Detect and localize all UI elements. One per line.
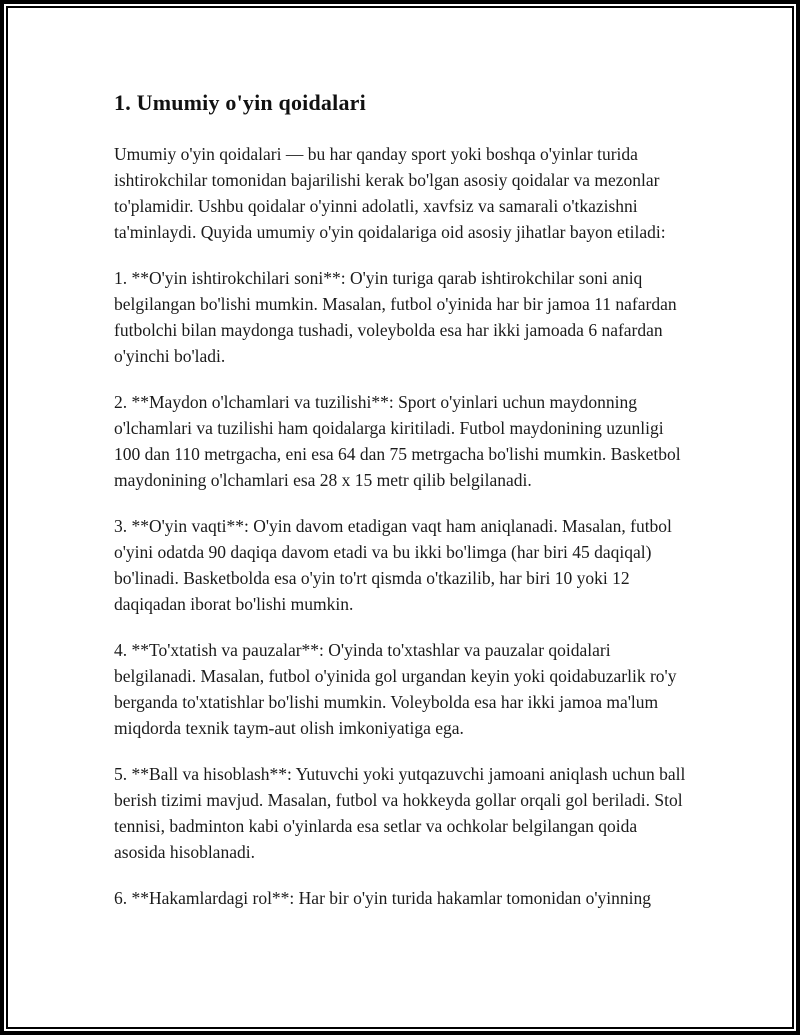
- numbered-paragraph-4: 4. **To'xtatish va pauzalar**: O'yinda to'xtashlar va pauzalar qoidalari belgilanadi. Masalan, futbol o'yinida gol urgandan keyin yoki qoidabuzarlik ro'y berganda to'xtatishlar bo'lishi mumkin. Voleybolda esa har ikki jamoa ma'lum miqdorda texnik taym-aut olish imkoniyatiga ega.: [114, 640, 677, 738]
- document-title: 1. Umumiy o'yin qoidalari: [114, 90, 366, 115]
- numbered-paragraph-5: 5. **Ball va hisoblash**: Yutuvchi yoki yutqazuvchi jamoani aniqlash uchun ball berish tizimi mavjud. Masalan, futbol va hokkeyda gollar orqali gol beriladi. Stol tennisi, badminton kabi o'yinlarda esa setlar va ochkolar belgilangan qoida asosida hisoblanadi.: [114, 764, 686, 862]
- intro-paragraph: Umumiy o'yin qoidalari — bu har qanday sport yoki boshqa o'yinlar turida ishtirokchilar tomonidan bajarilishi kerak bo'lgan asosiy qoidalar va mezonlar to'plamidir. Ushbu qoidalar o'yinni adolatli, xavfsiz va samarali o'tkazishni ta'minlaydi. Quyida umumiy o'yin qoidalariga oid asosiy jihatlar bayon etiladi:: [114, 144, 666, 242]
- numbered-paragraph-1: 1. **O'yin ishtirokchilari soni**: O'yin turiga qarab ishtirokchilar soni aniq belgilangan bo'lishi mumkin. Masalan, futbol o'yinida har bir jamoa 11 nafardan futbolchi bilan maydonga tushadi, voleybolda esa har ikki jamoada 6 nafardan o'yinchi bo'ladi.: [114, 268, 677, 366]
- document-page: [8, 8, 792, 911]
- numbered-paragraph-3: 3. **O'yin vaqti**: O'yin davom etadigan vaqt ham aniqlanadi. Masalan, futbol o'yini odatda 90 daqiqa davom etadi va bu ikki bo'limga (har biri 45 daqiqal) bo'linadi. Basketbolda esa o'yin to'rt qismda o'tkazilib, har biri 10 yoki 12 daqiqadan iborat bo'lishi mumkin.: [114, 516, 672, 614]
- numbered-paragraph-2: 2. **Maydon o'lchamlari va tuzilishi**: Sport o'yinlari uchun maydonning o'lchamlari va tuzilishi ham qoidalarga kiritiladi. Futbol maydonining uzunligi 100 dan 110 metrgacha, eni esa 64 dan 75 metrgacha bo'lishi mumkin. Basketbol maydonining o'lchamlari esa 28 x 15 metr qilib belgilanadi.: [114, 392, 681, 490]
- page-inner-border: [6, 6, 794, 1029]
- numbered-paragraph-6-truncated: 6. **Hakamlardagi rol**: Har bir o'yin turida hakamlar tomonidan o'yinning: [114, 888, 652, 908]
